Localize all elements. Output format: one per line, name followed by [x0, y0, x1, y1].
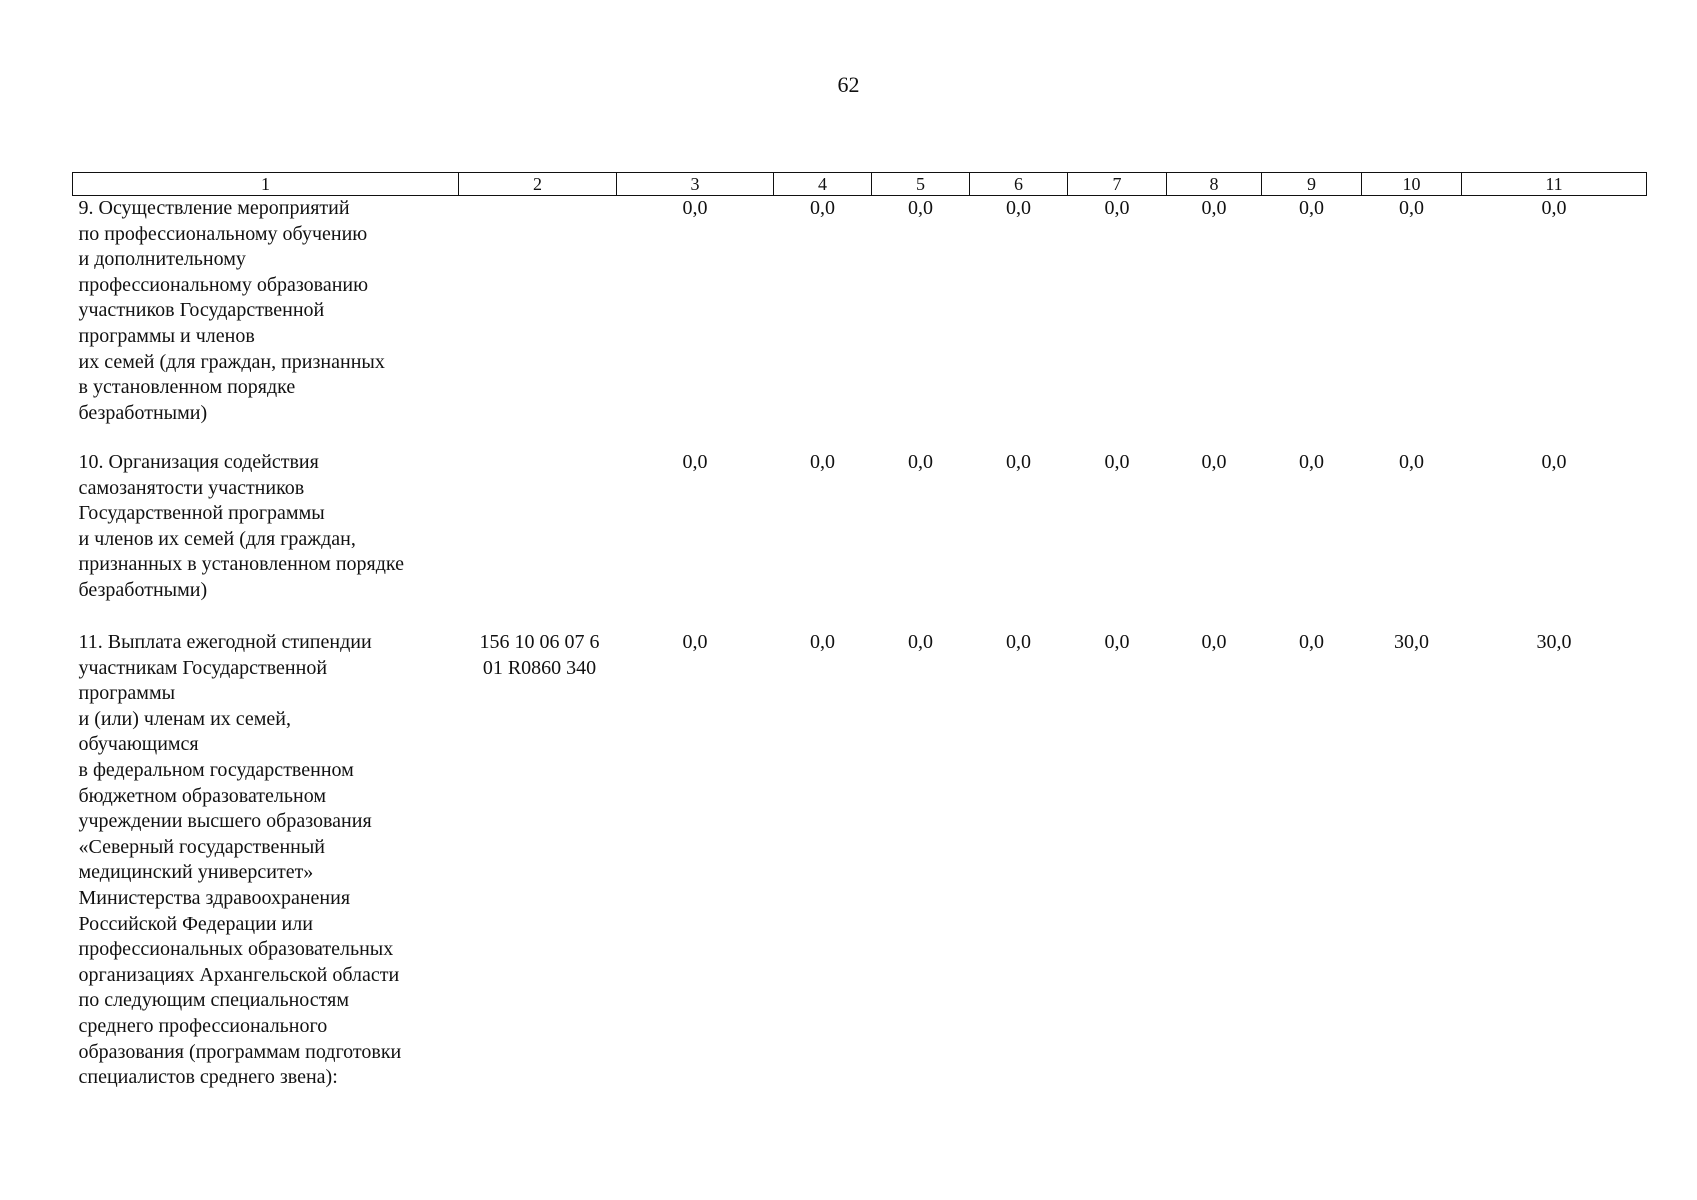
activity-name-line: и дополнительному [78, 248, 246, 271]
budget-code-cell [459, 196, 617, 451]
activity-name-line: в установленном порядке [78, 376, 296, 399]
activity-name-line: самозанятости участников [78, 476, 305, 499]
value-cell: 0,0 [1006, 451, 1031, 473]
column-header: 5 [872, 173, 970, 196]
value-cell: 0,0 [1104, 197, 1130, 219]
activity-name-line: бюджетном образовательном [78, 784, 326, 807]
activity-name-line: их семей (для граждан, признанных [78, 350, 385, 373]
activity-name-line: безработными) [78, 578, 208, 601]
column-header: 8 [1167, 173, 1262, 196]
activity-name-line: учреждении высшего образования [78, 810, 372, 833]
page-number: 62 [837, 72, 860, 97]
value-cell: 0,0 [1399, 197, 1424, 219]
column-header: 11 [1462, 173, 1647, 196]
column-header: 7 [1068, 173, 1167, 196]
value-cell: 0,0 [1399, 451, 1424, 473]
activity-name-cell [73, 630, 459, 1091]
activity-name-line: профессиональному образованию [78, 273, 369, 296]
activity-name-line: Российской Федерации или [78, 912, 313, 935]
activity-name-line: участников Государственной [78, 299, 325, 322]
value-cell: 0,0 [810, 451, 835, 473]
activity-name-line: медицинский университет» [78, 861, 314, 884]
value-cell: 0,0 [1299, 197, 1324, 219]
activity-name-line: Государственной программы [78, 502, 325, 525]
value-cell: 0,0 [1201, 631, 1227, 653]
activity-name-line: участникам Государственной [78, 656, 328, 679]
value-cell: 0,0 [810, 631, 835, 653]
value-cell: 0,0 [682, 197, 708, 219]
table-row [73, 196, 1647, 451]
activity-name-line: 11. Выплата ежегодной стипендии [78, 631, 372, 653]
activity-name-line: программы и членов [78, 324, 255, 347]
value-cell: 0,0 [1104, 451, 1130, 473]
value-cell: 0,0 [1201, 451, 1227, 473]
table-row [73, 450, 1647, 630]
value-cell: 0,0 [682, 631, 708, 653]
column-header: 2 [459, 173, 617, 196]
value-cell: 0,0 [1299, 631, 1324, 653]
activity-name-line: Министерства здравоохранения [78, 886, 351, 909]
value-cell: 30,0 [1394, 631, 1429, 653]
column-header: 4 [774, 173, 872, 196]
column-header: 6 [970, 173, 1068, 196]
column-header: 3 [617, 173, 774, 196]
value-cell: 0,0 [908, 451, 933, 473]
budget-code-cell [459, 450, 617, 630]
activity-name-line: безработными) [78, 401, 208, 424]
value-cell: 0,0 [1541, 451, 1567, 473]
activity-name-line: признанных в установленном порядке [78, 553, 405, 576]
value-cell: 0,0 [1104, 631, 1130, 653]
column-header: 9 [1262, 173, 1362, 196]
value-cell: 0,0 [810, 197, 835, 219]
column-header: 1 [73, 173, 459, 196]
activity-name-line: организациях Архангельской области [78, 963, 400, 986]
value-cell: 0,0 [1201, 197, 1227, 219]
budget-code-line: 01 R0860 340 [482, 656, 597, 679]
activity-name-line: 9. Осуществление мероприятий [78, 197, 350, 219]
activity-name-cell [73, 450, 459, 630]
table-row [73, 630, 1647, 1091]
value-cell: 30,0 [1536, 631, 1572, 653]
activity-name-line: и членов их семей (для граждан, [78, 527, 356, 550]
column-number-header-row [73, 173, 1647, 196]
value-cell: 0,0 [1299, 451, 1324, 473]
activity-name-line: специалистов среднего звена): [78, 1066, 338, 1089]
column-header: 10 [1362, 173, 1462, 196]
activity-name-line: образования (программам подготовки [78, 1040, 402, 1063]
activity-name-line: и (или) членам их семей, [78, 707, 291, 730]
budget-code-cell [459, 630, 617, 1091]
activity-name-line: обучающимся [78, 733, 199, 756]
value-cell: 0,0 [682, 451, 708, 473]
value-cell: 0,0 [1541, 197, 1567, 219]
activity-name-line: 10. Организация содействия [78, 451, 319, 473]
value-cell: 0,0 [1006, 631, 1031, 653]
activity-name-line: «Северный государственный [78, 835, 325, 858]
activity-name-line: по профессиональному обучению [78, 222, 368, 245]
value-cell: 0,0 [908, 631, 933, 653]
value-cell: 0,0 [1006, 197, 1031, 219]
activity-name-line: по следующим специальностям [78, 989, 349, 1012]
budget-table [72, 172, 1647, 1091]
activity-name-cell [73, 196, 459, 451]
activity-name-line: программы [78, 682, 176, 705]
activity-name-line: среднего профессионального [78, 1014, 328, 1037]
activity-name-line: профессиональных образовательных [78, 938, 394, 961]
budget-code-line: 156 10 06 07 6 [479, 631, 600, 653]
value-cell: 0,0 [908, 197, 933, 219]
activity-name-line: в федеральном государственном [78, 758, 354, 781]
